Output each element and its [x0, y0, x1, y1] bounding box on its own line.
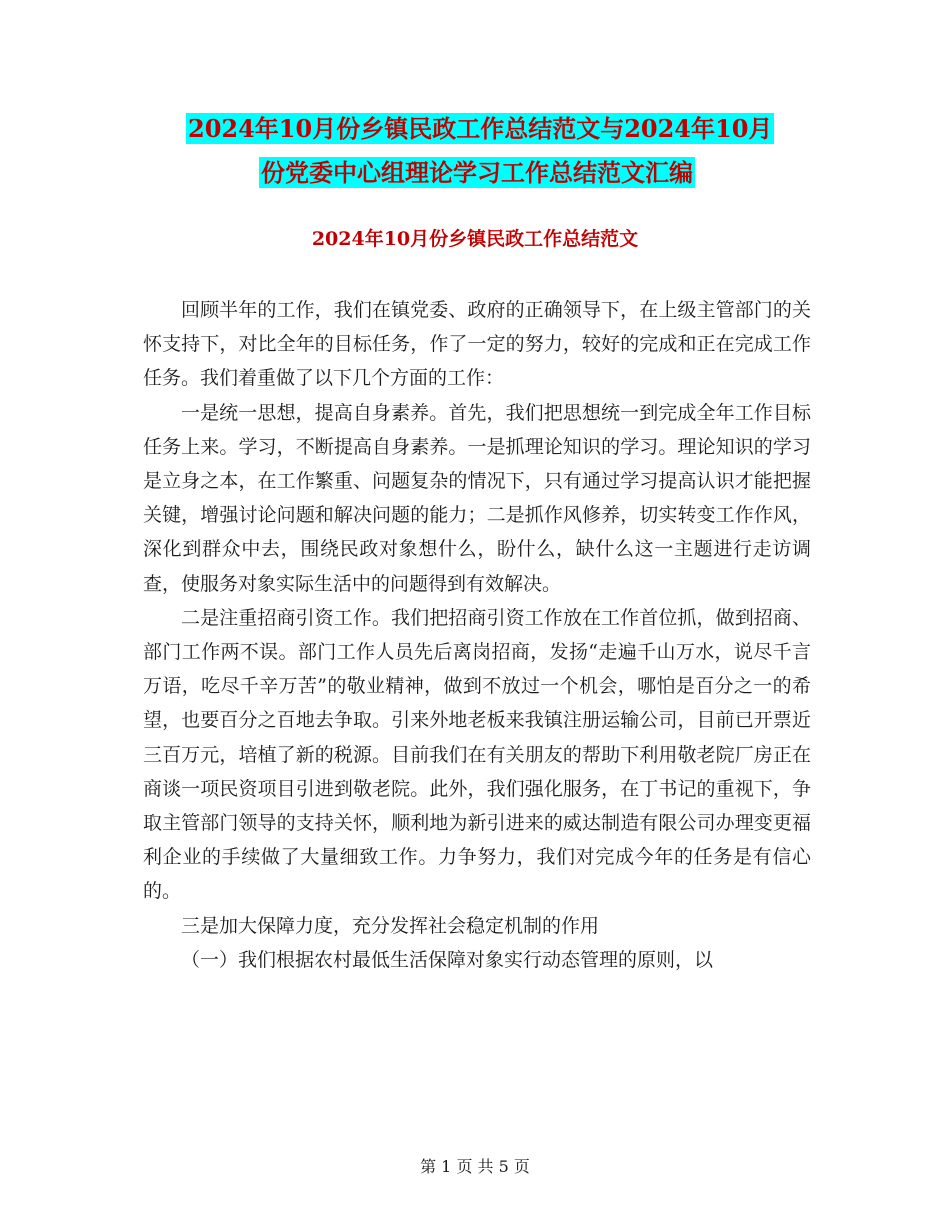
title-line-2-text: 份党委中心组理论学习工作总结范文汇编 — [261, 158, 693, 187]
document-body — [143, 293, 811, 977]
title-line-1 — [186, 112, 774, 146]
body-paragraph: 回顾半年的工作，我们在镇党委、政府的正确领导下，在上级主管部门的关怀支持下，对比全年的目标任务，作了一定的努力，较好的完成和正在完成工作任务。我们着重做了以下几个方面的工作： — [143, 299, 811, 390]
page-footer: 第 1 页 共 5 页 — [420, 1157, 530, 1176]
body-paragraph: 一是统一思想，提高自身素养。首先，我们把思想统一到完成全年工作目标任务上来。学习，不断提高自身素养。一是抓理论知识的学习。理论知识的学习是立身之本，在工作繁重、问题复杂的情况下，只有通过学习提高认识才能把握关键，增强讨论问题和解决问题的能力；二是抓作风修养，切实转变工作作风，深化到群众中去，围绕民政对象想什么，盼什么，缺什么这一主题进行走访调查，使服务对象实际生活中的问题得到有效解决。 — [143, 401, 811, 595]
body-paragraph: （一）我们根据农村最低生活保障对象实行动态管理的原则，以 — [181, 948, 714, 971]
section-heading: 2024年10月份乡镇民政工作总结范文 — [311, 228, 639, 250]
body-paragraph: 三是加大保障力度，充分发挥社会稳定机制的作用 — [181, 914, 600, 937]
body-paragraph: 二是注重招商引资工作。我们把招商引资工作放在工作首位抓，做到招商、部门工作两不误。部门工作人员先后离岗招商，发扬“走遍千山万水，说尽千言万语，吃尽千辛万苦”的敬业精神，做到不放过一个机会，哪怕是百分之一的希望，也要百分之百地去争取。引来外地老板来我镇注册运输公司，目前已开票近三百万元，培植了新的税源。目前我们在有关朋友的帮助下利用敬老院厂房正在商谈一项民资项目引进到敬老院。此外，我们强化服务，在丁书记的重视下，争取主管部门领导的支持关怀，顺利地为新引进来的威达制造有限公司办理变更福利企业的手续做了大量细致工作。力争努力，我们对完成今年的任务是有信心的。 — [143, 606, 811, 903]
title-line-2 — [259, 156, 695, 190]
title-line-1-text: 2024年10月份乡镇民政工作总结范文与2024年10月 — [188, 114, 773, 143]
